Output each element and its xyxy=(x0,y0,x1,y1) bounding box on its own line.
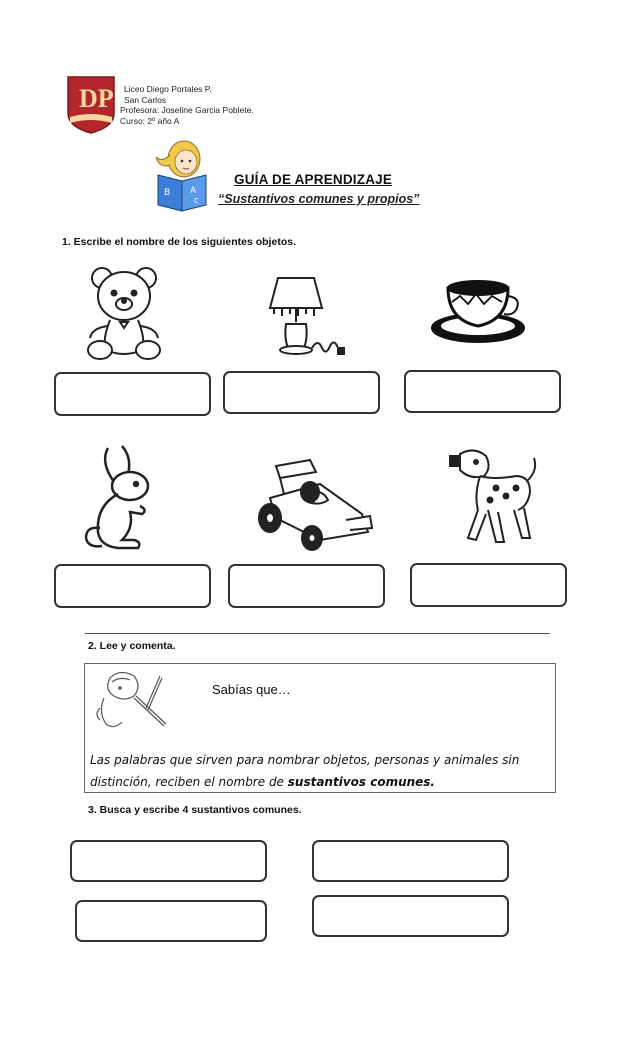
rabbit-image xyxy=(78,442,162,554)
svg-text:C: C xyxy=(194,197,199,205)
info-text-line-2-prefix: distinción, reciben el nombre de xyxy=(90,775,288,789)
info-text-bold-term: sustantivos comunes. xyxy=(287,775,435,789)
info-text xyxy=(90,749,550,793)
school-city: San Carlos xyxy=(124,94,167,105)
svg-text:B: B xyxy=(164,188,171,198)
answer-box-noun-2[interactable] xyxy=(312,840,509,882)
info-heading: Sabías que… xyxy=(212,682,291,697)
question-1-label: 1. Escribe el nombre de los siguientes objetos. xyxy=(62,236,296,248)
girl-reading-illustration xyxy=(148,135,214,213)
answer-box-noun-4[interactable] xyxy=(312,895,509,937)
page-subtitle: “Sustantivos comunes y propios” xyxy=(218,192,420,206)
info-text-line-1: Las palabras que sirven para nombrar objetos, personas y animales sin xyxy=(90,753,520,767)
section-divider xyxy=(85,633,550,634)
school-name: Liceo Diego Portales P. xyxy=(124,84,212,94)
answer-box-rabbit[interactable] xyxy=(54,564,211,608)
teddy-bear-image xyxy=(82,266,168,362)
course: Curso: 2º año A xyxy=(120,115,180,126)
answer-box-noun-3[interactable] xyxy=(75,900,267,942)
answer-box-teddy-bear[interactable] xyxy=(54,372,211,416)
answer-box-dog[interactable] xyxy=(410,563,567,607)
teacher-name: Profesora: Joseline Garcia Poblete. xyxy=(120,105,254,115)
question-2-label: 2. Lee y comenta. xyxy=(88,640,176,652)
svg-text:A: A xyxy=(190,186,197,196)
teacup-image xyxy=(430,276,526,346)
answer-box-race-car[interactable] xyxy=(228,564,385,608)
race-car-image xyxy=(250,458,376,552)
dog-image xyxy=(440,446,540,550)
answer-box-teacup[interactable] xyxy=(404,370,561,413)
child-writing-illustration xyxy=(90,668,170,732)
page-title: GUÍA DE APRENDIZAJE xyxy=(234,172,393,187)
school-logo xyxy=(66,75,116,135)
info-text-line-2 xyxy=(90,771,550,793)
school-info xyxy=(120,84,254,126)
lamp-image xyxy=(262,268,346,360)
answer-box-noun-1[interactable] xyxy=(70,840,267,882)
logo-letter-d: DP xyxy=(79,84,114,113)
answer-box-lamp[interactable] xyxy=(223,371,380,414)
question-3-label: 3. Busca y escribe 4 sustantivos comunes. xyxy=(88,804,302,816)
